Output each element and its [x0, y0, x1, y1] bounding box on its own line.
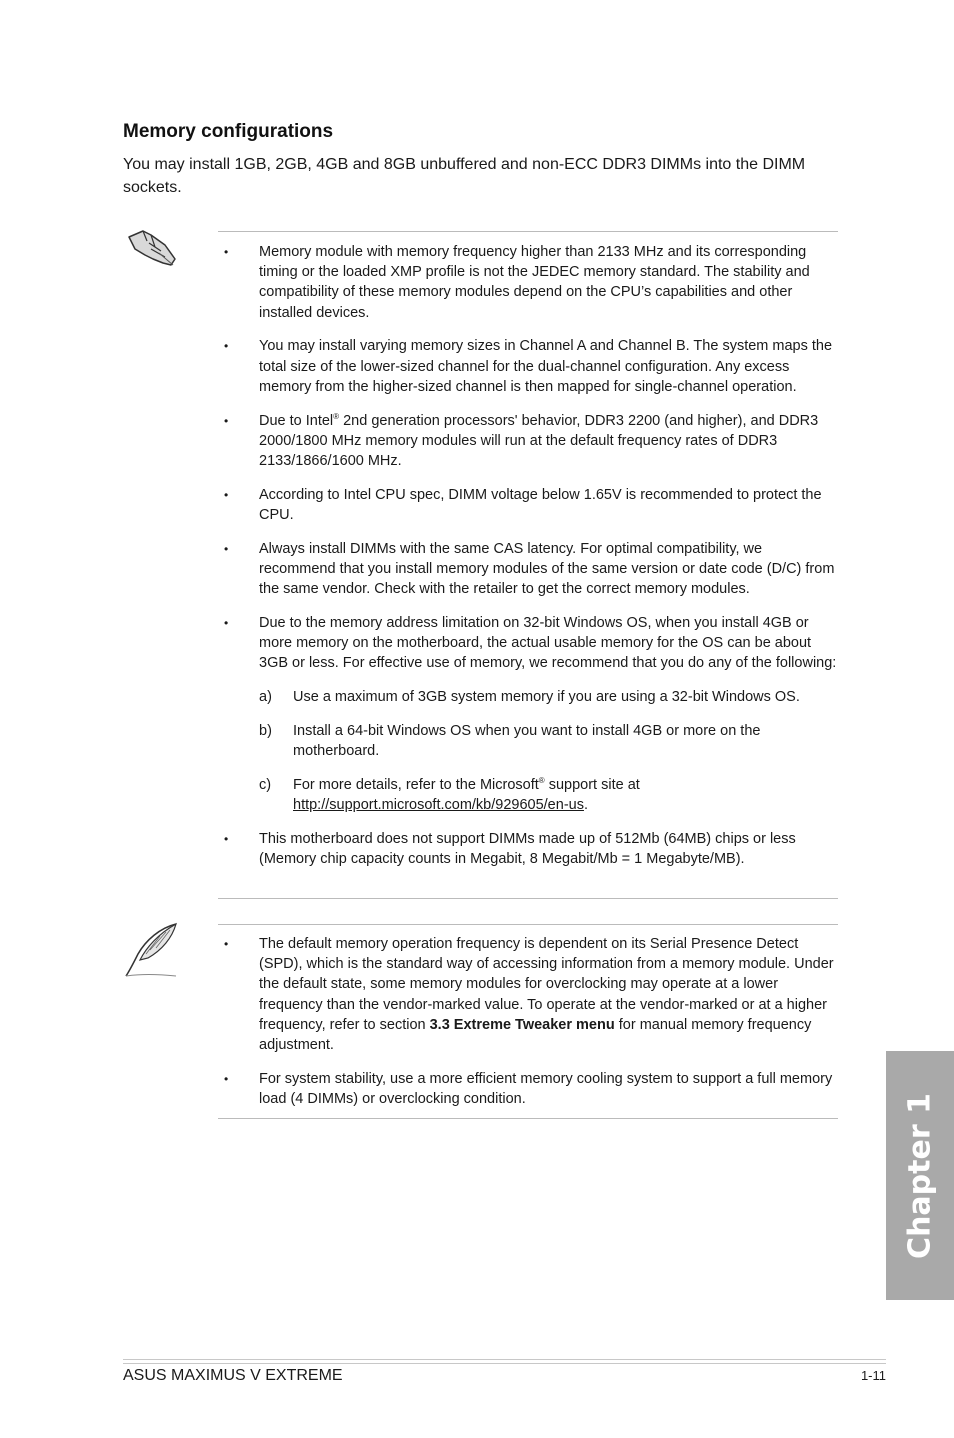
sub-item-text: For more details, refer to the Microsoft — [293, 777, 539, 794]
list-item — [218, 485, 838, 525]
list-item-text: Memory module with memory frequency higher than 2133 MHz and its corresponding timing or the loaded XMP profile is not the JEDEC memory standard. The stability and compatibility of these memory modules depend on the CPU’s capabilities and other installed devices. — [259, 244, 810, 321]
list-item — [218, 539, 838, 600]
list-item-text: for manual memory frequency adjustment. — [259, 1016, 812, 1054]
sub-list-item — [218, 775, 838, 815]
bullet-mark: • — [224, 339, 229, 354]
sub-item-text: support site at — [544, 777, 640, 794]
microsoft-support-link[interactable]: http://support.microsoft.com/kb/929605/en-us — [293, 797, 584, 814]
bullet-mark: • — [224, 1071, 229, 1086]
list-item-text: For system stability, use a more efficient memory cooling system to support a full memory load (4 DIMMs) or overclocking condition. — [259, 1070, 833, 1108]
list-item-text: 2nd generation processors' behavior, DDR3 2200 (and higher), and DDR3 2000/1800 MHz memory modules will run at the default frequency rates of DDR3 2133/1866/1600 MHz. — [259, 412, 819, 470]
footer-product-name: ASUS MAXIMUS V EXTREME — [123, 1367, 343, 1384]
list-item-text: The default memory operation frequency is dependent on its Serial Presence Detect (SPD), which is the standard way of accessing information from a memory module. Under the default state, some memory modules for overclocking may operate at a lower frequency than the vendor-marked value. To operate at the vendor-marked or at a higher frequency, refer to section — [259, 936, 834, 1033]
bullet-mark: • — [224, 541, 229, 556]
list-item — [218, 934, 838, 1055]
sub-item-letter: b) — [259, 723, 272, 740]
sub-item-text: . — [583, 797, 588, 814]
registered-mark: ® — [333, 411, 340, 421]
sub-list-item — [218, 721, 838, 761]
list-item-text: According to Intel CPU spec, DIMM voltage below 1.65V is recommended to protect the CPU. — [259, 486, 822, 524]
list-item — [218, 829, 838, 869]
list-item-text: Always install DIMMs with the same CAS latency. For optimal compatibility, we recommend that you install memory modules of the same version or date code (D/C) from the same vendor. Check with the retailer to get the correct memory modules. — [259, 540, 835, 598]
sub-item-text: Use a maximum of 3GB system memory if you are using a 32-bit Windows OS. — [293, 689, 800, 706]
footer-divider — [123, 1359, 886, 1364]
section-title: Memory configurations — [123, 121, 334, 142]
bullet-mark: • — [224, 413, 229, 428]
list-item — [218, 242, 838, 323]
sub-item-text: Install a 64-bit Windows OS when you want to install 4GB or more on the motherboard. — [293, 723, 761, 760]
intro-paragraph: You may install 1GB, 2GB, 4GB and 8GB unbuffered and non-ECC DDR3 DIMMs into the DIMM sockets. — [123, 156, 806, 196]
bullet-mark: • — [224, 487, 229, 502]
list-item-text: Due to Intel — [259, 412, 334, 429]
sub-item-letter: c) — [259, 777, 272, 794]
hand-pointer-icon — [125, 225, 179, 269]
note-box — [218, 924, 838, 1119]
bullet-mark: • — [224, 616, 229, 631]
bullet-mark: • — [224, 245, 229, 259]
important-box — [218, 231, 838, 899]
list-item-text: You may install varying memory sizes in Channel A and Channel B. The system maps the total size of the lower-sized channel for the dual-channel configuration. Any excess memory from the higher-sized channel is then mapped for single-channel operation. — [259, 338, 833, 395]
chapter-label: Chapter 1 — [902, 1092, 938, 1259]
sub-item-letter: a) — [259, 689, 272, 706]
bullet-mark: • — [224, 832, 229, 847]
list-item — [218, 411, 838, 472]
bullet-mark: • — [224, 937, 229, 951]
registered-mark: ® — [538, 776, 545, 786]
list-item — [218, 336, 838, 397]
list-item — [218, 1069, 838, 1109]
section-reference: 3.3 Extreme Tweaker menu — [429, 1016, 615, 1033]
list-item — [218, 613, 838, 674]
sub-list-item — [218, 687, 838, 707]
quill-pen-icon — [120, 920, 180, 980]
list-item-text: This motherboard does not support DIMMs made up of 512Mb (64MB) chips or less (Memory chip capacity counts in Megabit, 8 Megabit/Mb = 1 Megabyte/MB). — [259, 831, 796, 868]
page-number: 1-11 — [860, 1368, 886, 1383]
list-item-text: Due to the memory address limitation on 32-bit Windows OS, when you install 4GB or more memory on the motherboard, the actual usable memory for the OS can be about 3GB or less. For effective use of memory, we recommend that you do any of the following: — [259, 615, 837, 672]
chapter-tab — [886, 1051, 954, 1300]
